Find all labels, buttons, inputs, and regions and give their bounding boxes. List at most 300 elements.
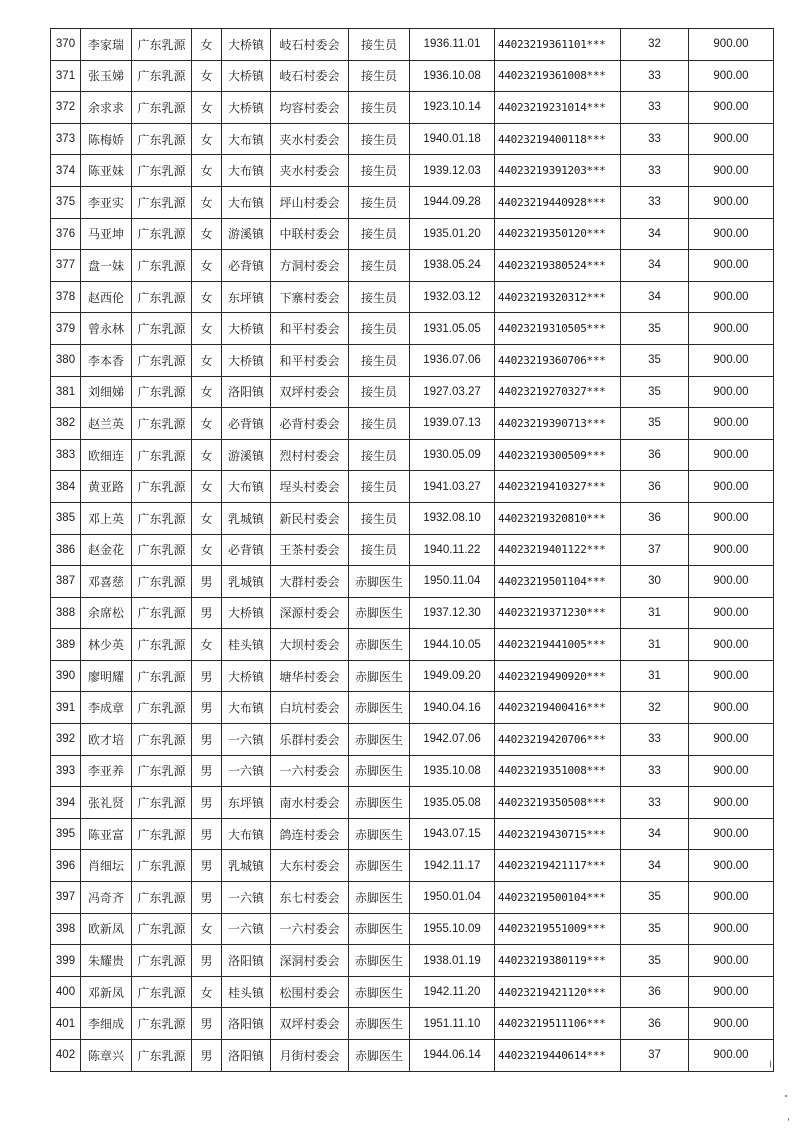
- service-years-cell: 31: [621, 597, 689, 629]
- table-row: [51, 787, 774, 819]
- gender-cell: 男: [192, 1008, 222, 1040]
- gender-cell: 男: [192, 1040, 222, 1072]
- table-row: [51, 597, 774, 629]
- name-cell: 陈亚妹: [81, 155, 132, 187]
- id-number-cell: 44023219410327***: [495, 471, 621, 503]
- id-number-cell: 44023219380524***: [495, 250, 621, 282]
- native-place-cell: 广东乳源: [132, 566, 192, 598]
- village-committee-cell: 方洞村委会: [271, 250, 349, 282]
- gender-cell: 男: [192, 597, 222, 629]
- row-number-cell: 394: [51, 787, 81, 819]
- row-number-cell: 370: [51, 29, 81, 61]
- row-number-cell: 381: [51, 376, 81, 408]
- role-cell: 赤脚医生: [349, 660, 410, 692]
- service-years-cell: 32: [621, 692, 689, 724]
- village-committee-cell: 深源村委会: [271, 597, 349, 629]
- row-number-cell: 374: [51, 155, 81, 187]
- role-cell: 赤脚医生: [349, 945, 410, 977]
- birth-date-cell: 1955.10.09: [410, 913, 495, 945]
- native-place-cell: 广东乳源: [132, 376, 192, 408]
- native-place-cell: 广东乳源: [132, 724, 192, 756]
- town-cell: 一六镇: [222, 724, 271, 756]
- name-cell: 盘一妹: [81, 250, 132, 282]
- subsidy-amount-cell: 900.00: [689, 1008, 774, 1040]
- gender-cell: 男: [192, 566, 222, 598]
- row-number-cell: 382: [51, 408, 81, 440]
- table-row: [51, 344, 774, 376]
- town-cell: 大布镇: [222, 155, 271, 187]
- birth-date-cell: 1942.11.20: [410, 976, 495, 1008]
- native-place-cell: 广东乳源: [132, 218, 192, 250]
- subsidy-amount-cell: 900.00: [689, 534, 774, 566]
- name-cell: 李亚养: [81, 755, 132, 787]
- role-cell: 接生员: [349, 408, 410, 440]
- birth-date-cell: 1940.11.22: [410, 534, 495, 566]
- village-committee-cell: 岐石村委会: [271, 60, 349, 92]
- role-cell: 接生员: [349, 534, 410, 566]
- name-cell: 陈亚富: [81, 818, 132, 850]
- village-committee-cell: 坪山村委会: [271, 186, 349, 218]
- subsidy-amount-cell: 900.00: [689, 1040, 774, 1072]
- gender-cell: 女: [192, 281, 222, 313]
- gender-cell: 女: [192, 376, 222, 408]
- id-number-cell: 44023219380119***: [495, 945, 621, 977]
- role-cell: 赤脚医生: [349, 976, 410, 1008]
- row-number-cell: 379: [51, 313, 81, 345]
- service-years-cell: 35: [621, 313, 689, 345]
- subsidy-amount-cell: 900.00: [689, 629, 774, 661]
- name-cell: 余席松: [81, 597, 132, 629]
- gender-cell: 女: [192, 913, 222, 945]
- town-cell: 大桥镇: [222, 29, 271, 61]
- birth-date-cell: 1944.06.14: [410, 1040, 495, 1072]
- table-row: [51, 313, 774, 345]
- service-years-cell: 34: [621, 250, 689, 282]
- table-row: [51, 755, 774, 787]
- native-place-cell: 广东乳源: [132, 913, 192, 945]
- village-committee-cell: 和平村委会: [271, 313, 349, 345]
- town-cell: 大布镇: [222, 186, 271, 218]
- name-cell: 张玉娣: [81, 60, 132, 92]
- town-cell: 一六镇: [222, 913, 271, 945]
- native-place-cell: 广东乳源: [132, 692, 192, 724]
- birth-date-cell: 1940.01.18: [410, 123, 495, 155]
- role-cell: 接生员: [349, 344, 410, 376]
- gender-cell: 女: [192, 60, 222, 92]
- id-number-cell: 44023219351008***: [495, 755, 621, 787]
- town-cell: 乳城镇: [222, 566, 271, 598]
- gender-cell: 女: [192, 408, 222, 440]
- town-cell: 洛阳镇: [222, 1008, 271, 1040]
- table-row: [51, 534, 774, 566]
- town-cell: 桂头镇: [222, 976, 271, 1008]
- row-number-cell: 393: [51, 755, 81, 787]
- name-cell: 余求求: [81, 92, 132, 124]
- id-number-cell: 44023219400118***: [495, 123, 621, 155]
- village-committee-cell: 鸽连村委会: [271, 818, 349, 850]
- town-cell: 大桥镇: [222, 344, 271, 376]
- village-committee-cell: 南水村委会: [271, 787, 349, 819]
- id-number-cell: 44023219400416***: [495, 692, 621, 724]
- village-committee-cell: 大群村委会: [271, 566, 349, 598]
- gender-cell: 女: [192, 186, 222, 218]
- name-cell: 赵金花: [81, 534, 132, 566]
- native-place-cell: 广东乳源: [132, 471, 192, 503]
- village-committee-cell: 新民村委会: [271, 502, 349, 534]
- roster-rows: [51, 29, 774, 1072]
- subsidy-amount-cell: 900.00: [689, 439, 774, 471]
- name-cell: 曾永林: [81, 313, 132, 345]
- id-number-cell: 44023219310505***: [495, 313, 621, 345]
- subsidy-amount-cell: 900.00: [689, 755, 774, 787]
- village-committee-cell: 均容村委会: [271, 92, 349, 124]
- gender-cell: 女: [192, 629, 222, 661]
- row-number-cell: 380: [51, 344, 81, 376]
- role-cell: 赤脚医生: [349, 1008, 410, 1040]
- role-cell: 接生员: [349, 250, 410, 282]
- table-row: [51, 92, 774, 124]
- row-number-cell: 401: [51, 1008, 81, 1040]
- birth-date-cell: 1938.05.24: [410, 250, 495, 282]
- row-number-cell: 395: [51, 818, 81, 850]
- village-committee-cell: 夹水村委会: [271, 123, 349, 155]
- row-number-cell: 400: [51, 976, 81, 1008]
- id-number-cell: 44023219371230***: [495, 597, 621, 629]
- table-row: [51, 724, 774, 756]
- birth-date-cell: 1944.09.28: [410, 186, 495, 218]
- gender-cell: 女: [192, 29, 222, 61]
- town-cell: 洛阳镇: [222, 945, 271, 977]
- id-number-cell: 44023219490920***: [495, 660, 621, 692]
- id-number-cell: 44023219501104***: [495, 566, 621, 598]
- name-cell: 张礼贤: [81, 787, 132, 819]
- subsidy-amount-cell: 900.00: [689, 218, 774, 250]
- role-cell: 赤脚医生: [349, 629, 410, 661]
- service-years-cell: 36: [621, 976, 689, 1008]
- table-row: [51, 1040, 774, 1072]
- native-place-cell: 广东乳源: [132, 502, 192, 534]
- native-place-cell: 广东乳源: [132, 1008, 192, 1040]
- name-cell: 欧新凤: [81, 913, 132, 945]
- village-committee-cell: 下寨村委会: [271, 281, 349, 313]
- id-number-cell: 44023219500104***: [495, 882, 621, 914]
- gender-cell: 男: [192, 882, 222, 914]
- gender-cell: 男: [192, 945, 222, 977]
- id-number-cell: 44023219401122***: [495, 534, 621, 566]
- subsidy-amount-cell: 900.00: [689, 850, 774, 882]
- scan-speck: [788, 1118, 789, 1121]
- gender-cell: 女: [192, 534, 222, 566]
- service-years-cell: 36: [621, 439, 689, 471]
- table-row: [51, 818, 774, 850]
- service-years-cell: 37: [621, 534, 689, 566]
- name-cell: 林少英: [81, 629, 132, 661]
- id-number-cell: 44023219361008***: [495, 60, 621, 92]
- row-number-cell: 372: [51, 92, 81, 124]
- native-place-cell: 广东乳源: [132, 92, 192, 124]
- village-committee-cell: 东七村委会: [271, 882, 349, 914]
- service-years-cell: 36: [621, 1008, 689, 1040]
- native-place-cell: 广东乳源: [132, 660, 192, 692]
- role-cell: 赤脚医生: [349, 882, 410, 914]
- service-years-cell: 31: [621, 629, 689, 661]
- table-row: [51, 471, 774, 503]
- row-number-cell: 389: [51, 629, 81, 661]
- role-cell: 赤脚医生: [349, 818, 410, 850]
- name-cell: 陈梅娇: [81, 123, 132, 155]
- scan-speck: [785, 1095, 787, 1097]
- birth-date-cell: 1931.05.05: [410, 313, 495, 345]
- gender-cell: 男: [192, 660, 222, 692]
- subsidy-amount-cell: 900.00: [689, 29, 774, 61]
- role-cell: 接生员: [349, 281, 410, 313]
- birth-date-cell: 1944.10.05: [410, 629, 495, 661]
- row-number-cell: 387: [51, 566, 81, 598]
- village-committee-cell: 中联村委会: [271, 218, 349, 250]
- town-cell: 大桥镇: [222, 660, 271, 692]
- service-years-cell: 34: [621, 850, 689, 882]
- native-place-cell: 广东乳源: [132, 534, 192, 566]
- town-cell: 大桥镇: [222, 60, 271, 92]
- name-cell: 冯奇齐: [81, 882, 132, 914]
- role-cell: 接生员: [349, 60, 410, 92]
- row-number-cell: 373: [51, 123, 81, 155]
- gender-cell: 女: [192, 218, 222, 250]
- subsidy-amount-cell: 900.00: [689, 818, 774, 850]
- service-years-cell: 35: [621, 945, 689, 977]
- name-cell: 邓上英: [81, 502, 132, 534]
- id-number-cell: 44023219511106***: [495, 1008, 621, 1040]
- subsidy-amount-cell: 900.00: [689, 502, 774, 534]
- village-committee-cell: 必背村委会: [271, 408, 349, 440]
- table-row: [51, 250, 774, 282]
- village-committee-cell: 月街村委会: [271, 1040, 349, 1072]
- id-number-cell: 44023219320810***: [495, 502, 621, 534]
- native-place-cell: 广东乳源: [132, 250, 192, 282]
- row-number-cell: 392: [51, 724, 81, 756]
- birth-date-cell: 1932.03.12: [410, 281, 495, 313]
- name-cell: 李亚实: [81, 186, 132, 218]
- subsidy-amount-cell: 900.00: [689, 281, 774, 313]
- service-years-cell: 33: [621, 123, 689, 155]
- native-place-cell: 广东乳源: [132, 818, 192, 850]
- name-cell: 李成章: [81, 692, 132, 724]
- village-committee-cell: 双坪村委会: [271, 376, 349, 408]
- id-number-cell: 44023219440614***: [495, 1040, 621, 1072]
- village-committee-cell: 烈村村委会: [271, 439, 349, 471]
- role-cell: 赤脚医生: [349, 724, 410, 756]
- role-cell: 赤脚医生: [349, 755, 410, 787]
- service-years-cell: 33: [621, 186, 689, 218]
- role-cell: 接生员: [349, 439, 410, 471]
- service-years-cell: 35: [621, 913, 689, 945]
- name-cell: 邓新凤: [81, 976, 132, 1008]
- native-place-cell: 广东乳源: [132, 945, 192, 977]
- row-number-cell: 388: [51, 597, 81, 629]
- name-cell: 朱耀贵: [81, 945, 132, 977]
- name-cell: 李细成: [81, 1008, 132, 1040]
- town-cell: 一六镇: [222, 882, 271, 914]
- birth-date-cell: 1923.10.14: [410, 92, 495, 124]
- subsidy-amount-cell: 900.00: [689, 882, 774, 914]
- native-place-cell: 广东乳源: [132, 281, 192, 313]
- birth-date-cell: 1936.11.01: [410, 29, 495, 61]
- town-cell: 必背镇: [222, 250, 271, 282]
- gender-cell: 男: [192, 850, 222, 882]
- village-committee-cell: 王茶村委会: [271, 534, 349, 566]
- town-cell: 桂头镇: [222, 629, 271, 661]
- table-row: [51, 913, 774, 945]
- role-cell: 赤脚医生: [349, 566, 410, 598]
- town-cell: 乳城镇: [222, 850, 271, 882]
- service-years-cell: 35: [621, 408, 689, 440]
- native-place-cell: 广东乳源: [132, 155, 192, 187]
- town-cell: 洛阳镇: [222, 1040, 271, 1072]
- scan-speck: [770, 1060, 771, 1068]
- gender-cell: 女: [192, 155, 222, 187]
- town-cell: 必背镇: [222, 534, 271, 566]
- subsidy-amount-cell: 900.00: [689, 123, 774, 155]
- name-cell: 赵兰英: [81, 408, 132, 440]
- id-number-cell: 44023219360706***: [495, 344, 621, 376]
- service-years-cell: 33: [621, 755, 689, 787]
- birth-date-cell: 1949.09.20: [410, 660, 495, 692]
- table-row: [51, 660, 774, 692]
- id-number-cell: 44023219350508***: [495, 787, 621, 819]
- subsidy-amount-cell: 900.00: [689, 344, 774, 376]
- native-place-cell: 广东乳源: [132, 439, 192, 471]
- birth-date-cell: 1943.07.15: [410, 818, 495, 850]
- name-cell: 陈章兴: [81, 1040, 132, 1072]
- subsidy-amount-cell: 900.00: [689, 92, 774, 124]
- gender-cell: 男: [192, 787, 222, 819]
- id-number-cell: 44023219551009***: [495, 913, 621, 945]
- native-place-cell: 广东乳源: [132, 882, 192, 914]
- service-years-cell: 36: [621, 471, 689, 503]
- village-committee-cell: 双坪村委会: [271, 1008, 349, 1040]
- gender-cell: 男: [192, 818, 222, 850]
- subsidy-amount-cell: 900.00: [689, 787, 774, 819]
- id-number-cell: 44023219231014***: [495, 92, 621, 124]
- town-cell: 大布镇: [222, 692, 271, 724]
- town-cell: 大桥镇: [222, 92, 271, 124]
- role-cell: 接生员: [349, 123, 410, 155]
- subsidy-amount-cell: 900.00: [689, 597, 774, 629]
- birth-date-cell: 1936.10.08: [410, 60, 495, 92]
- row-number-cell: 378: [51, 281, 81, 313]
- gender-cell: 女: [192, 344, 222, 376]
- service-years-cell: 31: [621, 660, 689, 692]
- birth-date-cell: 1939.07.13: [410, 408, 495, 440]
- town-cell: 游溪镇: [222, 439, 271, 471]
- table-row: [51, 186, 774, 218]
- role-cell: 接生员: [349, 218, 410, 250]
- role-cell: 赤脚医生: [349, 913, 410, 945]
- id-number-cell: 44023219300509***: [495, 439, 621, 471]
- id-number-cell: 44023219421117***: [495, 850, 621, 882]
- birth-date-cell: 1930.05.09: [410, 439, 495, 471]
- native-place-cell: 广东乳源: [132, 60, 192, 92]
- table-row: [51, 976, 774, 1008]
- town-cell: 大桥镇: [222, 313, 271, 345]
- town-cell: 乳城镇: [222, 502, 271, 534]
- row-number-cell: 386: [51, 534, 81, 566]
- role-cell: 接生员: [349, 92, 410, 124]
- name-cell: 马亚坤: [81, 218, 132, 250]
- service-years-cell: 33: [621, 724, 689, 756]
- gender-cell: 女: [192, 439, 222, 471]
- row-number-cell: 397: [51, 882, 81, 914]
- village-committee-cell: 一六村委会: [271, 913, 349, 945]
- village-committee-cell: 塘华村委会: [271, 660, 349, 692]
- service-years-cell: 34: [621, 818, 689, 850]
- birth-date-cell: 1938.01.19: [410, 945, 495, 977]
- gender-cell: 女: [192, 123, 222, 155]
- town-cell: 大布镇: [222, 471, 271, 503]
- subsidy-amount-cell: 900.00: [689, 250, 774, 282]
- table-row: [51, 123, 774, 155]
- gender-cell: 男: [192, 692, 222, 724]
- town-cell: 大布镇: [222, 123, 271, 155]
- table-row: [51, 281, 774, 313]
- row-number-cell: 396: [51, 850, 81, 882]
- role-cell: 接生员: [349, 29, 410, 61]
- table-row: [51, 502, 774, 534]
- service-years-cell: 35: [621, 344, 689, 376]
- id-number-cell: 44023219270327***: [495, 376, 621, 408]
- gender-cell: 女: [192, 976, 222, 1008]
- service-years-cell: 33: [621, 92, 689, 124]
- role-cell: 接生员: [349, 155, 410, 187]
- birth-date-cell: 1927.03.27: [410, 376, 495, 408]
- name-cell: 欧才培: [81, 724, 132, 756]
- native-place-cell: 广东乳源: [132, 850, 192, 882]
- service-years-cell: 35: [621, 882, 689, 914]
- native-place-cell: 广东乳源: [132, 629, 192, 661]
- village-committee-cell: 乐群村委会: [271, 724, 349, 756]
- service-years-cell: 37: [621, 1040, 689, 1072]
- town-cell: 大桥镇: [222, 597, 271, 629]
- row-number-cell: 402: [51, 1040, 81, 1072]
- service-years-cell: 36: [621, 502, 689, 534]
- subsidy-amount-cell: 900.00: [689, 660, 774, 692]
- id-number-cell: 44023219350120***: [495, 218, 621, 250]
- row-number-cell: 377: [51, 250, 81, 282]
- service-years-cell: 34: [621, 218, 689, 250]
- town-cell: 洛阳镇: [222, 376, 271, 408]
- birth-date-cell: 1942.11.17: [410, 850, 495, 882]
- role-cell: 接生员: [349, 502, 410, 534]
- name-cell: 邓喜慈: [81, 566, 132, 598]
- birth-date-cell: 1951.11.10: [410, 1008, 495, 1040]
- birth-date-cell: 1935.05.08: [410, 787, 495, 819]
- native-place-cell: 广东乳源: [132, 408, 192, 440]
- service-years-cell: 33: [621, 787, 689, 819]
- role-cell: 接生员: [349, 376, 410, 408]
- table-row: [51, 155, 774, 187]
- role-cell: 赤脚医生: [349, 787, 410, 819]
- birth-date-cell: 1935.10.08: [410, 755, 495, 787]
- table-row: [51, 692, 774, 724]
- roster-table: [50, 28, 774, 1072]
- gender-cell: 女: [192, 250, 222, 282]
- table-row: [51, 1008, 774, 1040]
- role-cell: 接生员: [349, 471, 410, 503]
- gender-cell: 女: [192, 502, 222, 534]
- birth-date-cell: 1950.11.04: [410, 566, 495, 598]
- name-cell: 赵西伦: [81, 281, 132, 313]
- village-committee-cell: 埕头村委会: [271, 471, 349, 503]
